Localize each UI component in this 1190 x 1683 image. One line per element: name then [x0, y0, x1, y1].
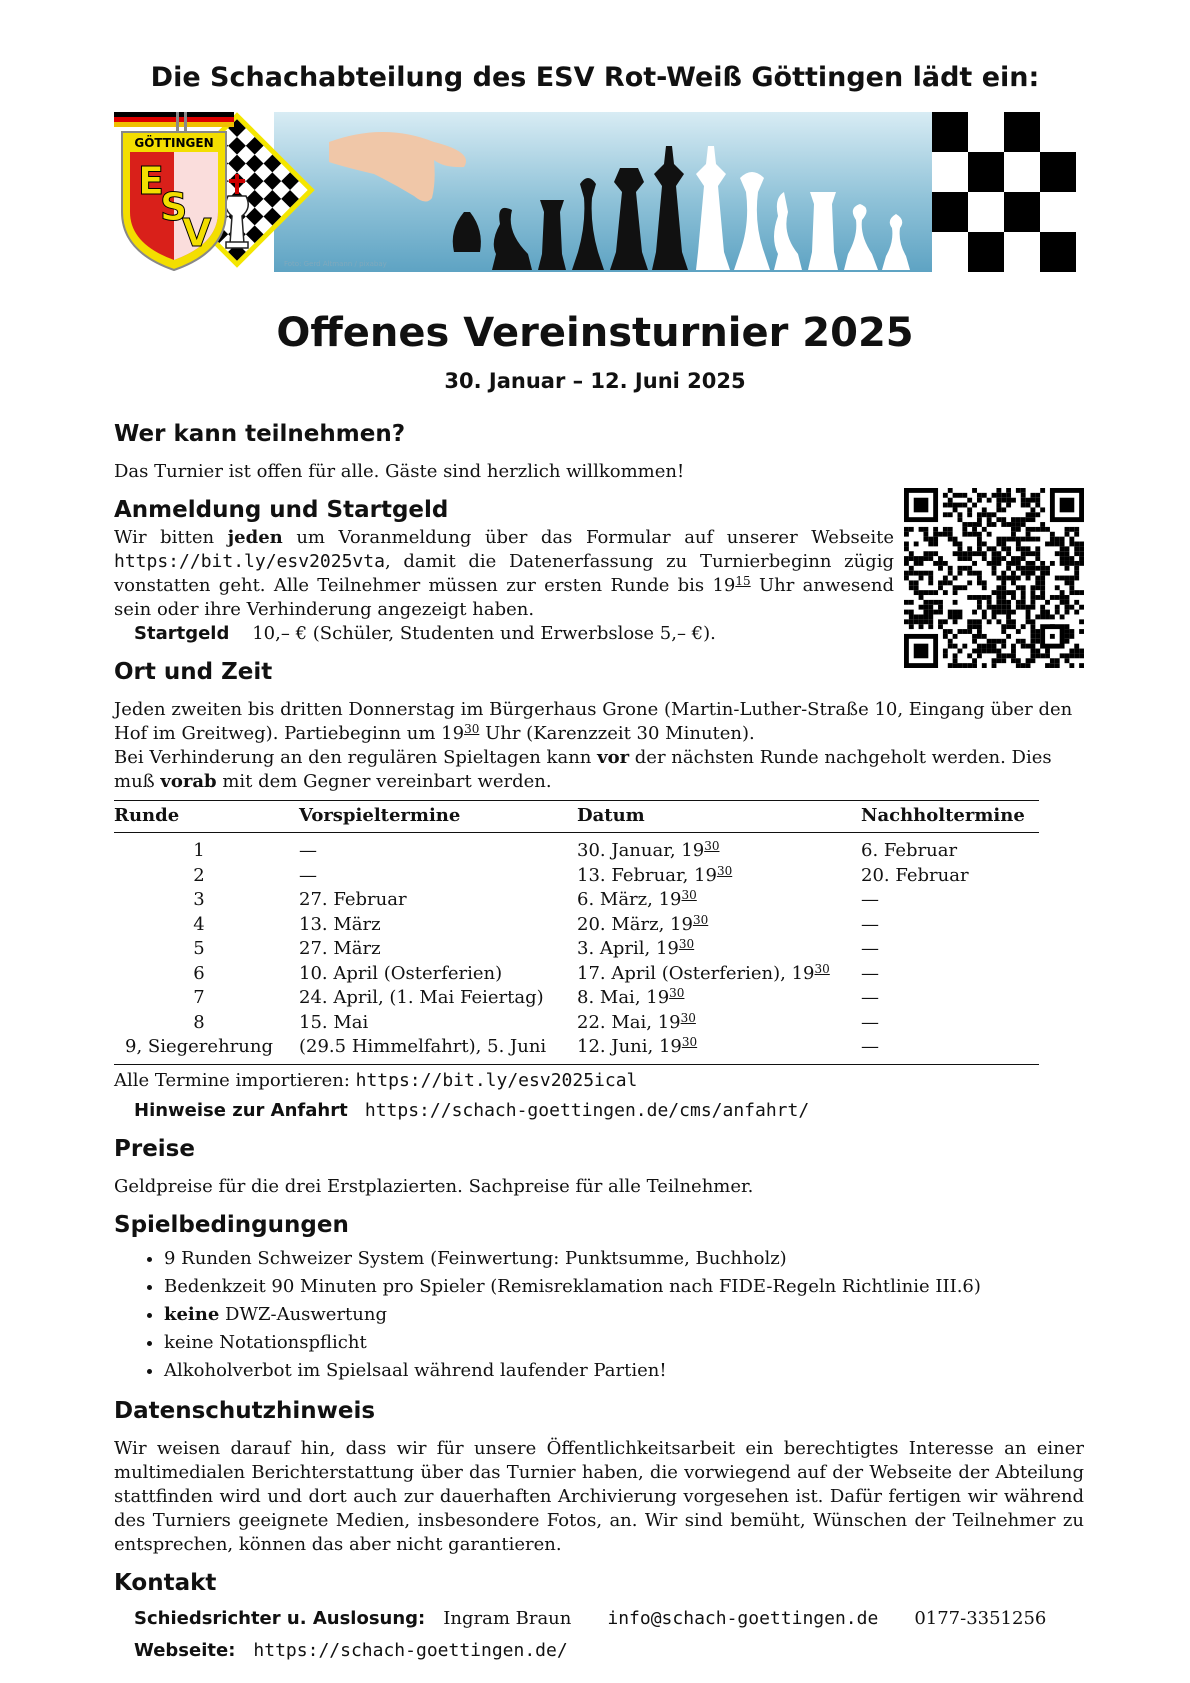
tournament-dates: 30. Januar – 12. Juni 2025: [444, 369, 746, 393]
registration-text-4: Uhr anwesend sein oder ihre Verhinderung angezeigt haben.: [114, 575, 895, 620]
cell-date-text: 30. Januar, 19: [577, 840, 705, 861]
col-header-pre: Vorspieltermine: [284, 801, 577, 833]
section-heading-contact: Kontakt: [114, 1569, 217, 1596]
registration-link[interactable]: https://bit.ly/esv2025vta: [114, 551, 385, 572]
cell-date-sup: 30: [669, 986, 685, 1000]
registration-text-2: um Voranmeldung über das Formular auf unserer Webseite: [282, 527, 894, 548]
logo-letter-v: V: [182, 211, 212, 255]
banner-graphic: [114, 112, 1076, 272]
cell-date-text: 20. März, 19: [577, 913, 693, 935]
cell-date-text: 13. Februar, 19: [577, 864, 717, 886]
logo-letter-s: S: [160, 185, 188, 229]
cell-pre: 27. März: [299, 938, 381, 959]
cell-pre: —: [299, 840, 317, 861]
web-label: Webseite:: [134, 1639, 236, 1661]
cell-round: 3: [193, 889, 205, 910]
registration-text-bold: jeden: [227, 527, 283, 548]
who-text: Das Turnier ist offen für alle. Gäste sind herzlich willkommen!: [114, 461, 685, 482]
cell-round: 4: [193, 913, 205, 935]
cell-date-sup: 30: [814, 961, 830, 976]
cell-date-text: 8. Mai, 19: [577, 987, 670, 1008]
schedule-header-row: [114, 801, 1039, 833]
privacy-text: Wir weisen darauf hin, dass wir für unsere Öffentlichkeitsarbeit ein berechtigtes Interesse an einer multimedialen Berichterstattung über das Turnier haben, die vorwiegend auf der Webseite der Abteilung stattfinden wird und dort auch zur dauerhaften Archivierung vorgesehen ist. Dafür fertigen wir während des Turniers geeignete Medien, insbesondere Fotos, an. Wir sind bemüht, Wünschen der Teilnehmer zu entsprechen, können das aber nicht garantieren.: [114, 1437, 1084, 1555]
col-header-post: Nachholtermine: [861, 801, 1039, 833]
cell-date: [577, 937, 861, 962]
cell-pre: 13. März: [299, 913, 381, 935]
section-heading-registration: Anmeldung und Startgeld: [114, 497, 449, 523]
referee-name: Ingram Braun: [443, 1607, 572, 1629]
cell-date: [577, 986, 861, 1011]
registration-text-1: Wir bitten: [114, 527, 228, 548]
section-heading-prizes: Preise: [114, 1135, 195, 1162]
schedule-table: [114, 800, 1039, 1065]
logo-city-text: GÖTTINGEN: [134, 136, 214, 150]
cell-date-sup: 30: [716, 863, 733, 878]
col-header-date: Datum: [577, 801, 861, 833]
cell-date-sup: 30: [692, 912, 709, 927]
cell-pre: 27. Februar: [299, 889, 407, 910]
cell-round: 1: [193, 840, 205, 861]
section-heading-who: Wer kann teilnehmen?: [114, 421, 406, 447]
cell-pre: 10. April (Osterferien): [299, 962, 503, 984]
referee-label: Schiedsrichter u. Auslosung:: [134, 1607, 426, 1629]
list-item: • keine Notationspflicht: [164, 1329, 1084, 1357]
cell-post: 6. Februar: [861, 840, 958, 861]
cell-date-sup: 30: [704, 839, 720, 853]
cell-round: 7: [193, 987, 205, 1008]
invitation-heading: Die Schachabteilung des ESV Rot-Weiß Göttingen lädt ein:: [150, 62, 1040, 93]
cell-post: —: [861, 1035, 1039, 1064]
list-item: • 9 Runden Schweizer System (Feinwertung: Punktsumme, Buchholz): [164, 1245, 1084, 1273]
page-title: Offenes Vereinsturnier 2025: [276, 310, 914, 356]
cell-date-sup: 30: [680, 1010, 696, 1025]
header-banner: [114, 112, 1076, 272]
cell-post: —: [861, 938, 879, 959]
cell-date-sup: 30: [681, 888, 697, 902]
logo-letter-e: E: [138, 159, 164, 203]
list-item: [164, 1301, 1084, 1329]
col-header-round: Runde: [114, 801, 284, 833]
table-row: [114, 986, 1039, 1011]
cell-date: [577, 1035, 861, 1064]
cell-date: [577, 962, 861, 987]
cell-pre: —: [299, 864, 317, 886]
cell-round: 5: [193, 938, 205, 959]
contact-email-link[interactable]: info@schach-goettingen.de: [607, 1607, 879, 1629]
table-row: [114, 888, 1039, 913]
cell-post: —: [861, 962, 879, 984]
cell-date-text: 6. März, 19: [577, 889, 682, 910]
route-row: [114, 1099, 1084, 1123]
prizes-text: Geldpreise für die drei Erstplazierten. Sachpreise für alle Teilnehmer.: [114, 1175, 754, 1197]
list-item: • Bedenkzeit 90 Minuten pro Spieler (Remisreklamation nach FIDE-Regeln Richtlinie III.6): [164, 1273, 1084, 1301]
cell-post: —: [861, 913, 879, 935]
cell-date-text: 12. Juni, 19: [577, 1036, 682, 1057]
cell-date-text: 22. Mai, 19: [577, 1011, 681, 1033]
cell-date: [577, 1011, 861, 1036]
checkerboard-right: [932, 112, 1076, 272]
venue-p2c: mit dem Gegner vereinbart werden.: [216, 771, 552, 792]
list-item-bold: keine: [164, 1303, 220, 1325]
venue-text-2: [114, 746, 1084, 794]
table-row: [114, 913, 1039, 938]
cell-date: [577, 888, 861, 913]
cell-date-sup: 30: [681, 1035, 698, 1049]
contact-web-row: [114, 1635, 1084, 1667]
venue-p2b: der nächsten Runde nachgeholt werden. Dies muß: [114, 747, 1052, 792]
qr-code-icon[interactable]: [904, 488, 1084, 668]
cell-round: 2: [193, 864, 205, 886]
venue-bold-vor: vor: [597, 747, 630, 768]
route-link[interactable]: https://schach-goettingen.de/cms/anfahrt/: [364, 1099, 810, 1121]
contact-phone: 0177-3351256: [914, 1607, 1047, 1629]
conditions-list: [114, 1245, 1084, 1385]
main-content: [114, 418, 1084, 1667]
venue-p1a: Jeden zweiten bis dritten Donnerstag im Bürgerhaus Grone (Martin-Luther-Straße 10, Eingang über den Hof im Greitweg). Partiebeginn um 19: [114, 699, 1073, 744]
cell-round: 6: [193, 962, 205, 984]
cell-date: [577, 833, 861, 864]
section-heading-privacy: Datenschutzhinweis: [114, 1397, 376, 1424]
cell-date-sup: 30: [678, 937, 695, 951]
table-row: [114, 1035, 1039, 1064]
cell-post: —: [861, 987, 879, 1008]
website-link[interactable]: https://schach-goettingen.de/: [253, 1639, 568, 1661]
venue-bold-vorab: vorab: [160, 771, 217, 792]
cell-date: [577, 864, 861, 889]
fee-label: Startgeld: [134, 623, 230, 644]
cell-pre: (29.5 Himmelfahrt), 5. Juni: [284, 1035, 577, 1064]
cell-round: 9, Siegerehrung: [114, 1035, 284, 1064]
import-link[interactable]: https://bit.ly/esv2025ical: [355, 1069, 638, 1091]
cell-date-text: 3. April, 19: [577, 938, 679, 959]
cell-date: [577, 913, 861, 938]
table-row: [114, 962, 1039, 987]
registration-time-sup: 15: [735, 574, 751, 588]
route-label: Hinweise zur Anfahrt: [134, 1099, 348, 1121]
venue-text-1: [114, 698, 1084, 746]
table-row: [114, 833, 1039, 864]
list-item-text: DWZ-Auswertung: [225, 1303, 388, 1325]
import-label: Alle Termine importieren:: [114, 1069, 356, 1091]
cell-pre: 24. April, (1. Mai Feiertag): [299, 987, 544, 1008]
photo-credit: Foto: Gerd Altmann / pixabay: [284, 260, 387, 268]
list-item: • Alkoholverbot im Spielsaal während laufender Partien!: [164, 1357, 1084, 1385]
section-heading-venue: Ort und Zeit: [114, 659, 273, 685]
section-heading-conditions: Spielbedingungen: [114, 1211, 349, 1238]
cell-date-text: 17. April (Osterferien), 19: [577, 962, 815, 984]
registration-text-3: , damit die Datenerfassung zu Turnierbeginn zügig vonstatten geht. Alle Teilnehmer müssen zur ersten Runde bis 19: [114, 551, 894, 596]
venue-p1b: Uhr (Karenzzeit 30 Minuten).: [479, 723, 755, 744]
venue-time-sup: 30: [464, 722, 480, 736]
cell-pre: 15. Mai: [299, 1011, 369, 1033]
table-row: [114, 1011, 1039, 1036]
table-row: [114, 937, 1039, 962]
contact-referee-row: [114, 1603, 1084, 1635]
import-row: [114, 1069, 1084, 1093]
venue-p2a: Bei Verhinderung an den regulären Spieltagen kann: [114, 747, 598, 768]
registration-text: [114, 526, 894, 622]
table-row: [114, 864, 1039, 889]
cell-post: —: [861, 889, 879, 910]
cell-round: 8: [193, 1011, 205, 1033]
cell-post: —: [861, 1011, 879, 1033]
cell-post: 20. Februar: [861, 864, 969, 886]
fee-text: 10,– € (Schüler, Studenten und Erwerbslose 5,– €).: [252, 623, 716, 644]
